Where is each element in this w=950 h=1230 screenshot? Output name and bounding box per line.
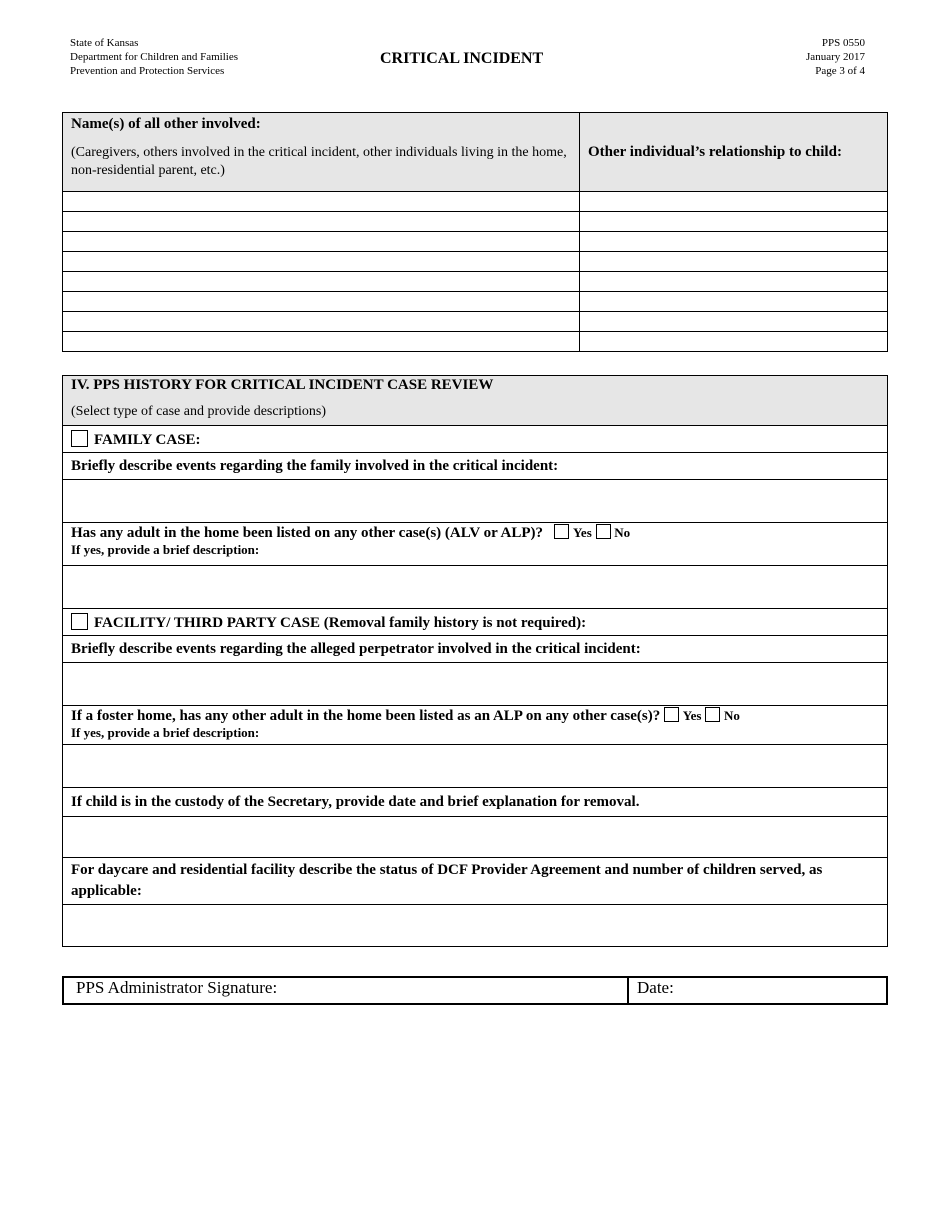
name-input-cell[interactable]	[63, 312, 580, 332]
signature-date-label: Date:	[637, 978, 674, 997]
org-department: Department for Children and Families	[70, 51, 239, 63]
foster-question-cell	[63, 706, 888, 745]
family-case-checkbox[interactable]	[71, 430, 88, 447]
org-state: State of Kansas	[70, 37, 139, 49]
adult-yes-checkbox[interactable]	[554, 524, 569, 539]
relationship-input-cell[interactable]	[580, 332, 888, 352]
daycare-label: For daycare and residential facility describe the status of DCF Provider Agreement and number of children served, as applicable:	[63, 858, 888, 905]
name-header-subtext: (Caregivers, others involved in the critical incident, other individuals living in the home, non-residential parent, etc.)	[71, 145, 567, 178]
custody-label: If child is in the custody of the Secretary, provide date and brief explanation for removal.	[63, 788, 888, 817]
admin-signature-field[interactable]	[63, 977, 628, 1004]
section-header-cell	[63, 376, 888, 426]
facility-describe-field[interactable]	[63, 663, 888, 706]
others-involved-table	[62, 112, 888, 352]
relationship-input-cell[interactable]	[580, 192, 888, 212]
foster-no-label: No	[723, 708, 740, 723]
family-describe-label: Briefly describe events regarding the family involved in the critical incident:	[63, 453, 888, 480]
foster-yes-label: Yes	[682, 708, 702, 723]
family-case-row	[63, 426, 888, 453]
relationship-input-cell[interactable]	[580, 312, 888, 332]
page-title: CRITICAL INCIDENT	[380, 50, 544, 67]
section-title: IV. PPS HISTORY FOR CRITICAL INCIDENT CASE REVIEW	[71, 377, 494, 393]
relationship-input-cell[interactable]	[580, 292, 888, 312]
foster-question: If a foster home, has any other adult in the home been listed as an ALP on any other case(s)?	[71, 708, 661, 724]
foster-description-field[interactable]	[63, 745, 888, 788]
signature-date-field[interactable]	[628, 977, 887, 1004]
form-date: January 2017	[806, 51, 865, 63]
name-input-cell[interactable]	[63, 252, 580, 272]
name-input-cell[interactable]	[63, 292, 580, 312]
foster-if-yes-label: If yes, provide a brief description:	[71, 725, 260, 740]
relationship-header-cell: Other individual’s relationship to child:	[580, 113, 888, 192]
org-block	[70, 36, 238, 78]
pps-history-table	[62, 375, 888, 947]
page-number: Page 3 of 4	[815, 65, 865, 77]
admin-signature-label: PPS Administrator Signature:	[76, 978, 278, 997]
name-header-label: Name(s) of all other involved:	[71, 116, 261, 132]
name-header-cell	[63, 113, 580, 192]
daycare-field[interactable]	[63, 905, 888, 947]
name-input-cell[interactable]	[63, 192, 580, 212]
facility-describe-label: Briefly describe events regarding the alleged perpetrator involved in the critical incident:	[63, 636, 888, 663]
foster-no-checkbox[interactable]	[705, 707, 720, 722]
name-input-cell[interactable]	[63, 272, 580, 292]
form-info-block	[806, 36, 865, 78]
adult-no-checkbox[interactable]	[596, 524, 611, 539]
adult-yes-label: Yes	[572, 525, 592, 540]
adult-no-label: No	[614, 525, 631, 540]
relationship-input-cell[interactable]	[580, 272, 888, 292]
adult-question: Has any adult in the home been listed on any other case(s) (ALV or ALP)?	[71, 525, 543, 541]
family-case-label: FAMILY CASE:	[94, 431, 201, 448]
relationship-input-cell[interactable]	[580, 252, 888, 272]
name-input-cell[interactable]	[63, 212, 580, 232]
custody-field[interactable]	[63, 817, 888, 858]
facility-case-label: FACILITY/ THIRD PARTY CASE (Removal family history is not required):	[94, 614, 587, 631]
facility-case-row	[63, 609, 888, 636]
family-describe-field[interactable]	[63, 480, 888, 523]
name-input-cell[interactable]	[63, 332, 580, 352]
form-number: PPS 0550	[821, 37, 865, 49]
foster-yes-checkbox[interactable]	[664, 707, 679, 722]
relationship-input-cell[interactable]	[580, 232, 888, 252]
facility-case-checkbox[interactable]	[71, 613, 88, 630]
relationship-input-cell[interactable]	[580, 212, 888, 232]
name-input-cell[interactable]	[63, 232, 580, 252]
adult-question-cell	[63, 523, 888, 566]
org-division: Prevention and Protection Services	[70, 65, 225, 77]
adult-description-field[interactable]	[63, 566, 888, 609]
signature-table	[62, 976, 888, 1005]
section-subtitle: (Select type of case and provide descriptions)	[71, 404, 327, 419]
adult-if-yes-label: If yes, provide a brief description:	[71, 542, 260, 557]
